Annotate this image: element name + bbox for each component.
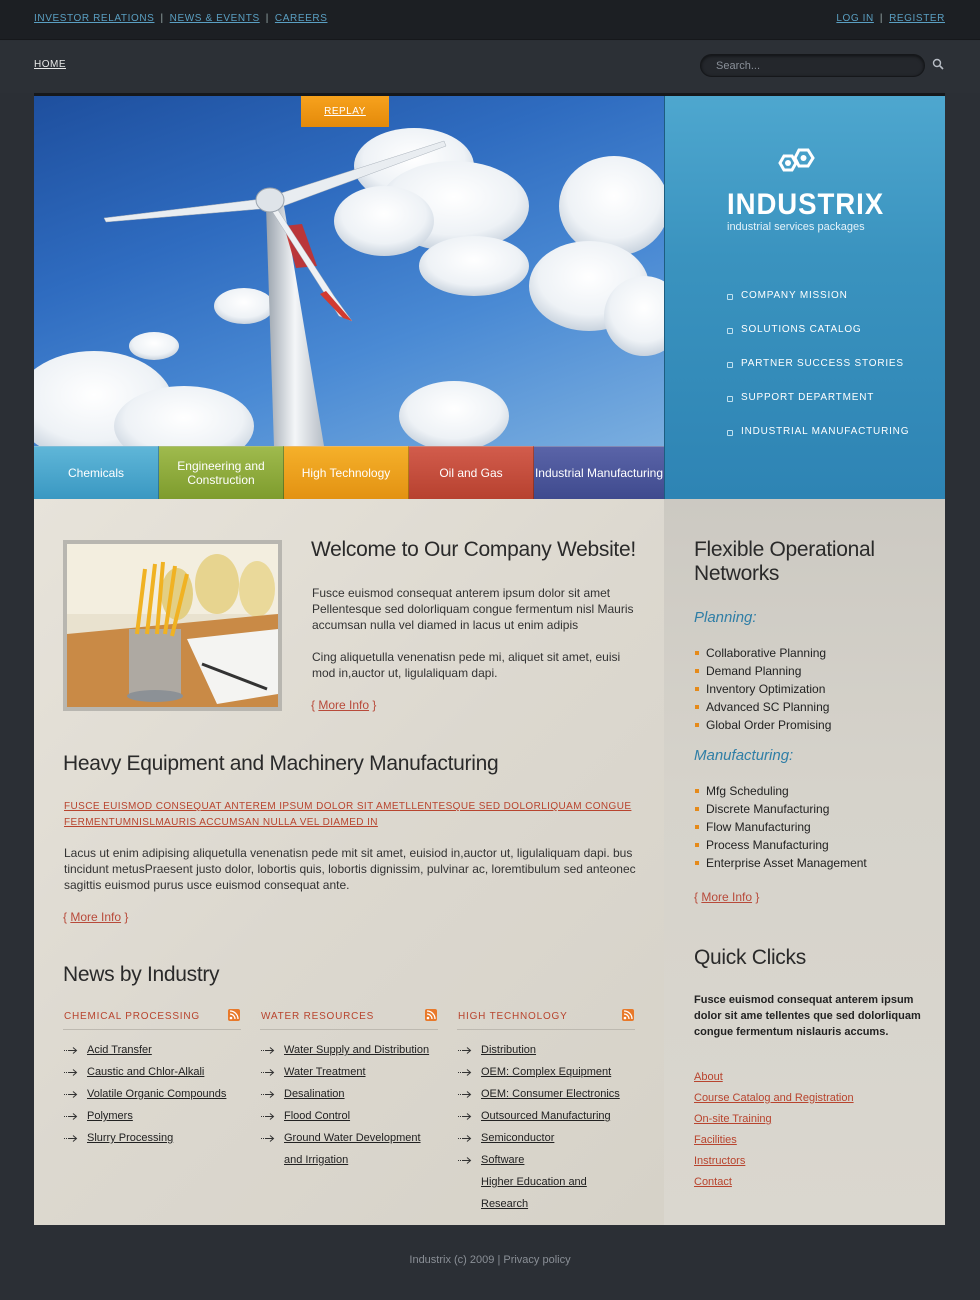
arrow-right-icon	[261, 1091, 275, 1098]
list-item: Demand Planning	[694, 662, 831, 680]
home-link[interactable]: HOME	[34, 59, 66, 70]
arrow-right-icon	[458, 1069, 472, 1076]
arrow-right-icon	[261, 1113, 275, 1120]
arrow-right-icon	[458, 1135, 472, 1142]
news-link[interactable]: Ground Water Development	[284, 1132, 421, 1144]
heavy-equipment-title: Heavy Equipment and Machinery Manufacturing	[63, 752, 499, 775]
news-link[interactable]: Caustic and Chlor-Alkali	[87, 1066, 205, 1078]
list-item: Collaborative Planning	[694, 644, 831, 662]
menu-item-solutions-catalog[interactable]: SOLUTIONS CATALOG	[727, 318, 927, 352]
quick-link-about[interactable]: About	[694, 1071, 723, 1083]
category-tabs	[34, 446, 664, 499]
list-item	[457, 1061, 635, 1083]
list-item	[63, 1105, 241, 1127]
hero-wind-turbine-image	[34, 96, 664, 446]
news-column-water	[260, 1008, 438, 1171]
news-column-high-tech	[457, 1008, 635, 1215]
quick-clicks-title: Quick Clicks	[694, 946, 806, 969]
arrow-right-icon	[261, 1047, 275, 1054]
arrow-right-icon	[64, 1091, 78, 1098]
sidebar-more-info: { More Info }	[694, 890, 760, 904]
separator: |	[160, 13, 164, 24]
quick-clicks-text: Fusce euismod consequat anterem ipsum dolor sit ame tellentes que sed dolorliquam congue fermentum nislauris accums.	[694, 994, 921, 1038]
copyright-text: Industrix (c) 2009	[409, 1254, 495, 1266]
arrow-right-icon	[64, 1047, 78, 1054]
list-item: Flow Manufacturing	[694, 818, 867, 836]
menu-item-industrial-manufacturing[interactable]: INDUSTRIAL MANUFACTURING	[727, 420, 927, 454]
tab-high-technology[interactable]: High Technology	[284, 446, 409, 499]
separator: |	[265, 13, 269, 24]
menu-item-support-department[interactable]: SUPPORT DEPARTMENT	[727, 386, 927, 420]
arrow-right-icon	[261, 1069, 275, 1076]
rss-icon[interactable]	[425, 1009, 437, 1021]
privacy-policy-link[interactable]: Privacy policy	[503, 1254, 571, 1266]
news-link[interactable]: Volatile Organic Compounds	[87, 1088, 227, 1100]
arrow-right-icon	[458, 1113, 472, 1120]
heavy-equipment-lead[interactable]: FUSCE EUISMOD CONSEQUAT ANTEREM IPSUM DOLOR SIT AMETLLENTESQUE SED DOLORLIQUAM CONGUE FERMENTUMNISLMAURIS ACCUMSAN NULLA VEL DIAMED IN	[64, 801, 632, 828]
list-item	[694, 1067, 854, 1088]
heavy-more-info: { More Info }	[63, 910, 129, 924]
list-item	[694, 1109, 854, 1130]
arrow-right-icon	[64, 1135, 78, 1142]
welcome-title: Welcome to Our Company Website!	[311, 538, 636, 561]
news-link[interactable]: Polymers	[87, 1110, 133, 1122]
list-item	[694, 1130, 854, 1151]
news-link[interactable]: Distribution	[481, 1044, 537, 1056]
list-item	[63, 1083, 241, 1105]
heavy-equipment-body: Lacus ut enim adipising aliquetulla venenatisn pede mit sit amet, euisiod in,auctor ut, ligulaliquam dapi. bus tincidunt metusPraesent justo dolor, lobortis quis, lobortis dignissim, pulvinar ac, loremtibulum sed anteonec sagittis euismod purus usce euismod consequat ante.	[64, 846, 636, 892]
news-column-header	[63, 1008, 241, 1030]
list-item	[260, 1039, 438, 1061]
quick-link-onsite-training[interactable]: On-site Training	[694, 1113, 772, 1125]
menu-item-company-mission[interactable]: COMPANY MISSION	[727, 284, 927, 318]
news-list	[457, 1039, 635, 1215]
list-item	[63, 1039, 241, 1061]
menu-item-partner-success-stories[interactable]: PARTNER SUCCESS STORIES	[727, 352, 927, 386]
brand-tagline: industrial services packages	[727, 221, 865, 233]
careers-link[interactable]: CAREERS	[274, 13, 328, 24]
search-input[interactable]	[700, 54, 925, 77]
arrow-right-icon	[458, 1091, 472, 1098]
list-item: Process Manufacturing	[694, 836, 867, 854]
list-item	[260, 1083, 438, 1105]
news-list	[63, 1039, 241, 1149]
list-item-continuation	[260, 1149, 438, 1171]
search-icon[interactable]	[932, 58, 944, 70]
list-item	[457, 1105, 635, 1127]
footer	[0, 1254, 980, 1266]
planning-subtitle: Planning:	[694, 609, 757, 626]
list-item	[694, 1172, 854, 1193]
arrow-right-icon	[261, 1135, 275, 1142]
news-title: News by Industry	[63, 963, 220, 986]
news-link[interactable]: Higher Education and Research	[481, 1176, 587, 1210]
quick-links	[694, 1067, 854, 1193]
heavy-more-info-link[interactable]: More Info	[70, 910, 122, 924]
list-item	[457, 1127, 635, 1149]
list-item: Discrete Manufacturing	[694, 800, 867, 818]
tab-chemicals[interactable]: Chemicals	[34, 446, 159, 499]
list-item: Inventory Optimization	[694, 680, 831, 698]
rss-icon[interactable]	[622, 1009, 634, 1021]
news-link[interactable]: and Irrigation	[284, 1154, 349, 1166]
arrow-right-icon	[64, 1113, 78, 1120]
list-item: Enterprise Asset Management	[694, 854, 867, 872]
register-link[interactable]: REGISTER	[889, 13, 945, 24]
separator: |	[879, 13, 884, 24]
welcome-paragraph-1: Fusce euismod consequat anterem ipsum dolor sit amet Pellentesque sed dolorliquam congue fermentum nisl Mauris accumsan nulla vel diamed in lacus ut enim adipis	[312, 586, 634, 632]
list-item	[63, 1127, 241, 1149]
account-links	[836, 13, 945, 24]
top-links	[34, 13, 327, 24]
news-link[interactable]: OEM: Complex Equipment	[481, 1066, 612, 1078]
tab-engineering-construction[interactable]: Engineering and Construction	[159, 446, 284, 499]
sidebar-title: Flexible Operational Networks	[694, 538, 875, 585]
gears-logo-icon	[772, 146, 818, 184]
planning-list	[694, 644, 831, 734]
news-link[interactable]: Slurry Processing	[87, 1132, 174, 1144]
news-link[interactable]: Water Treatment	[284, 1066, 366, 1078]
list-item	[63, 1061, 241, 1083]
separator: |	[497, 1254, 504, 1266]
news-events-link[interactable]: NEWS & EVENTS	[169, 13, 260, 24]
rss-icon[interactable]	[228, 1009, 240, 1021]
replay-button[interactable]: REPLAY	[301, 96, 389, 127]
tab-industrial-manufacturing[interactable]: Industrial Manufacturing	[534, 446, 664, 499]
news-link[interactable]: Acid Transfer	[87, 1044, 152, 1056]
list-item: Mfg Scheduling	[694, 782, 867, 800]
list-item	[457, 1083, 635, 1105]
arrow-right-icon	[458, 1157, 472, 1164]
list-item	[457, 1149, 635, 1171]
list-item	[260, 1105, 438, 1127]
news-link[interactable]: Software	[481, 1154, 525, 1166]
manufacturing-subtitle: Manufacturing:	[694, 747, 794, 764]
news-link[interactable]: Semiconductor	[481, 1132, 555, 1144]
top-bar	[0, 0, 980, 40]
news-link[interactable]: Outsourced Manufacturing	[481, 1110, 611, 1122]
tab-oil-gas[interactable]: Oil and Gas	[409, 446, 534, 499]
quick-link-course-catalog[interactable]: Course Catalog and Registration	[694, 1092, 854, 1104]
login-link[interactable]: LOG IN	[836, 13, 874, 24]
news-link[interactable]: OEM: Consumer Electronics	[481, 1088, 620, 1100]
list-item	[260, 1061, 438, 1083]
news-column-chemical	[63, 1008, 241, 1149]
list-item	[260, 1127, 438, 1149]
quick-link-facilities[interactable]: Facilities	[694, 1134, 737, 1146]
brand-name: INDUSTRIX	[727, 188, 885, 221]
welcome-paragraph-2: Cing aliquetulla venenatisn pede mi, aliquet sit amet, euisi mod in,auctor ut, ligulaliquam dapi.	[312, 650, 621, 680]
news-column-header	[260, 1008, 438, 1030]
nav-row	[0, 41, 980, 93]
list-item	[457, 1039, 635, 1061]
list-item: Global Order Promising	[694, 716, 831, 734]
list-item	[694, 1088, 854, 1109]
pencils-illustration	[67, 544, 278, 707]
list-item-continuation	[457, 1171, 635, 1215]
quick-link-instructors[interactable]: Instructors	[694, 1155, 746, 1167]
news-list	[260, 1039, 438, 1171]
welcome-more-info-link[interactable]: More Info	[318, 698, 370, 712]
news-link[interactable]: Water Supply and Distribution	[284, 1044, 430, 1056]
arrow-right-icon	[64, 1069, 78, 1076]
news-link[interactable]: Flood Control	[284, 1110, 351, 1122]
hero-illustration	[34, 96, 664, 446]
brand-menu	[727, 284, 927, 454]
pencils-office-photo	[63, 540, 282, 711]
investor-relations-link[interactable]: INVESTOR RELATIONS	[34, 13, 155, 24]
news-column-title: CHEMICAL PROCESSING	[64, 1011, 200, 1022]
list-item: Advanced SC Planning	[694, 698, 831, 716]
news-link[interactable]: Desalination	[284, 1088, 345, 1100]
quick-link-contact[interactable]: Contact	[694, 1176, 732, 1188]
news-column-header	[457, 1008, 635, 1030]
news-column-title: HIGH TECHNOLOGY	[458, 1011, 568, 1022]
sidebar-more-info-link[interactable]: More Info	[701, 890, 753, 904]
manufacturing-list	[694, 782, 867, 872]
arrow-right-icon	[458, 1047, 472, 1054]
list-item	[694, 1151, 854, 1172]
welcome-more-info: { More Info }	[311, 698, 377, 712]
news-column-title: WATER RESOURCES	[261, 1011, 375, 1022]
